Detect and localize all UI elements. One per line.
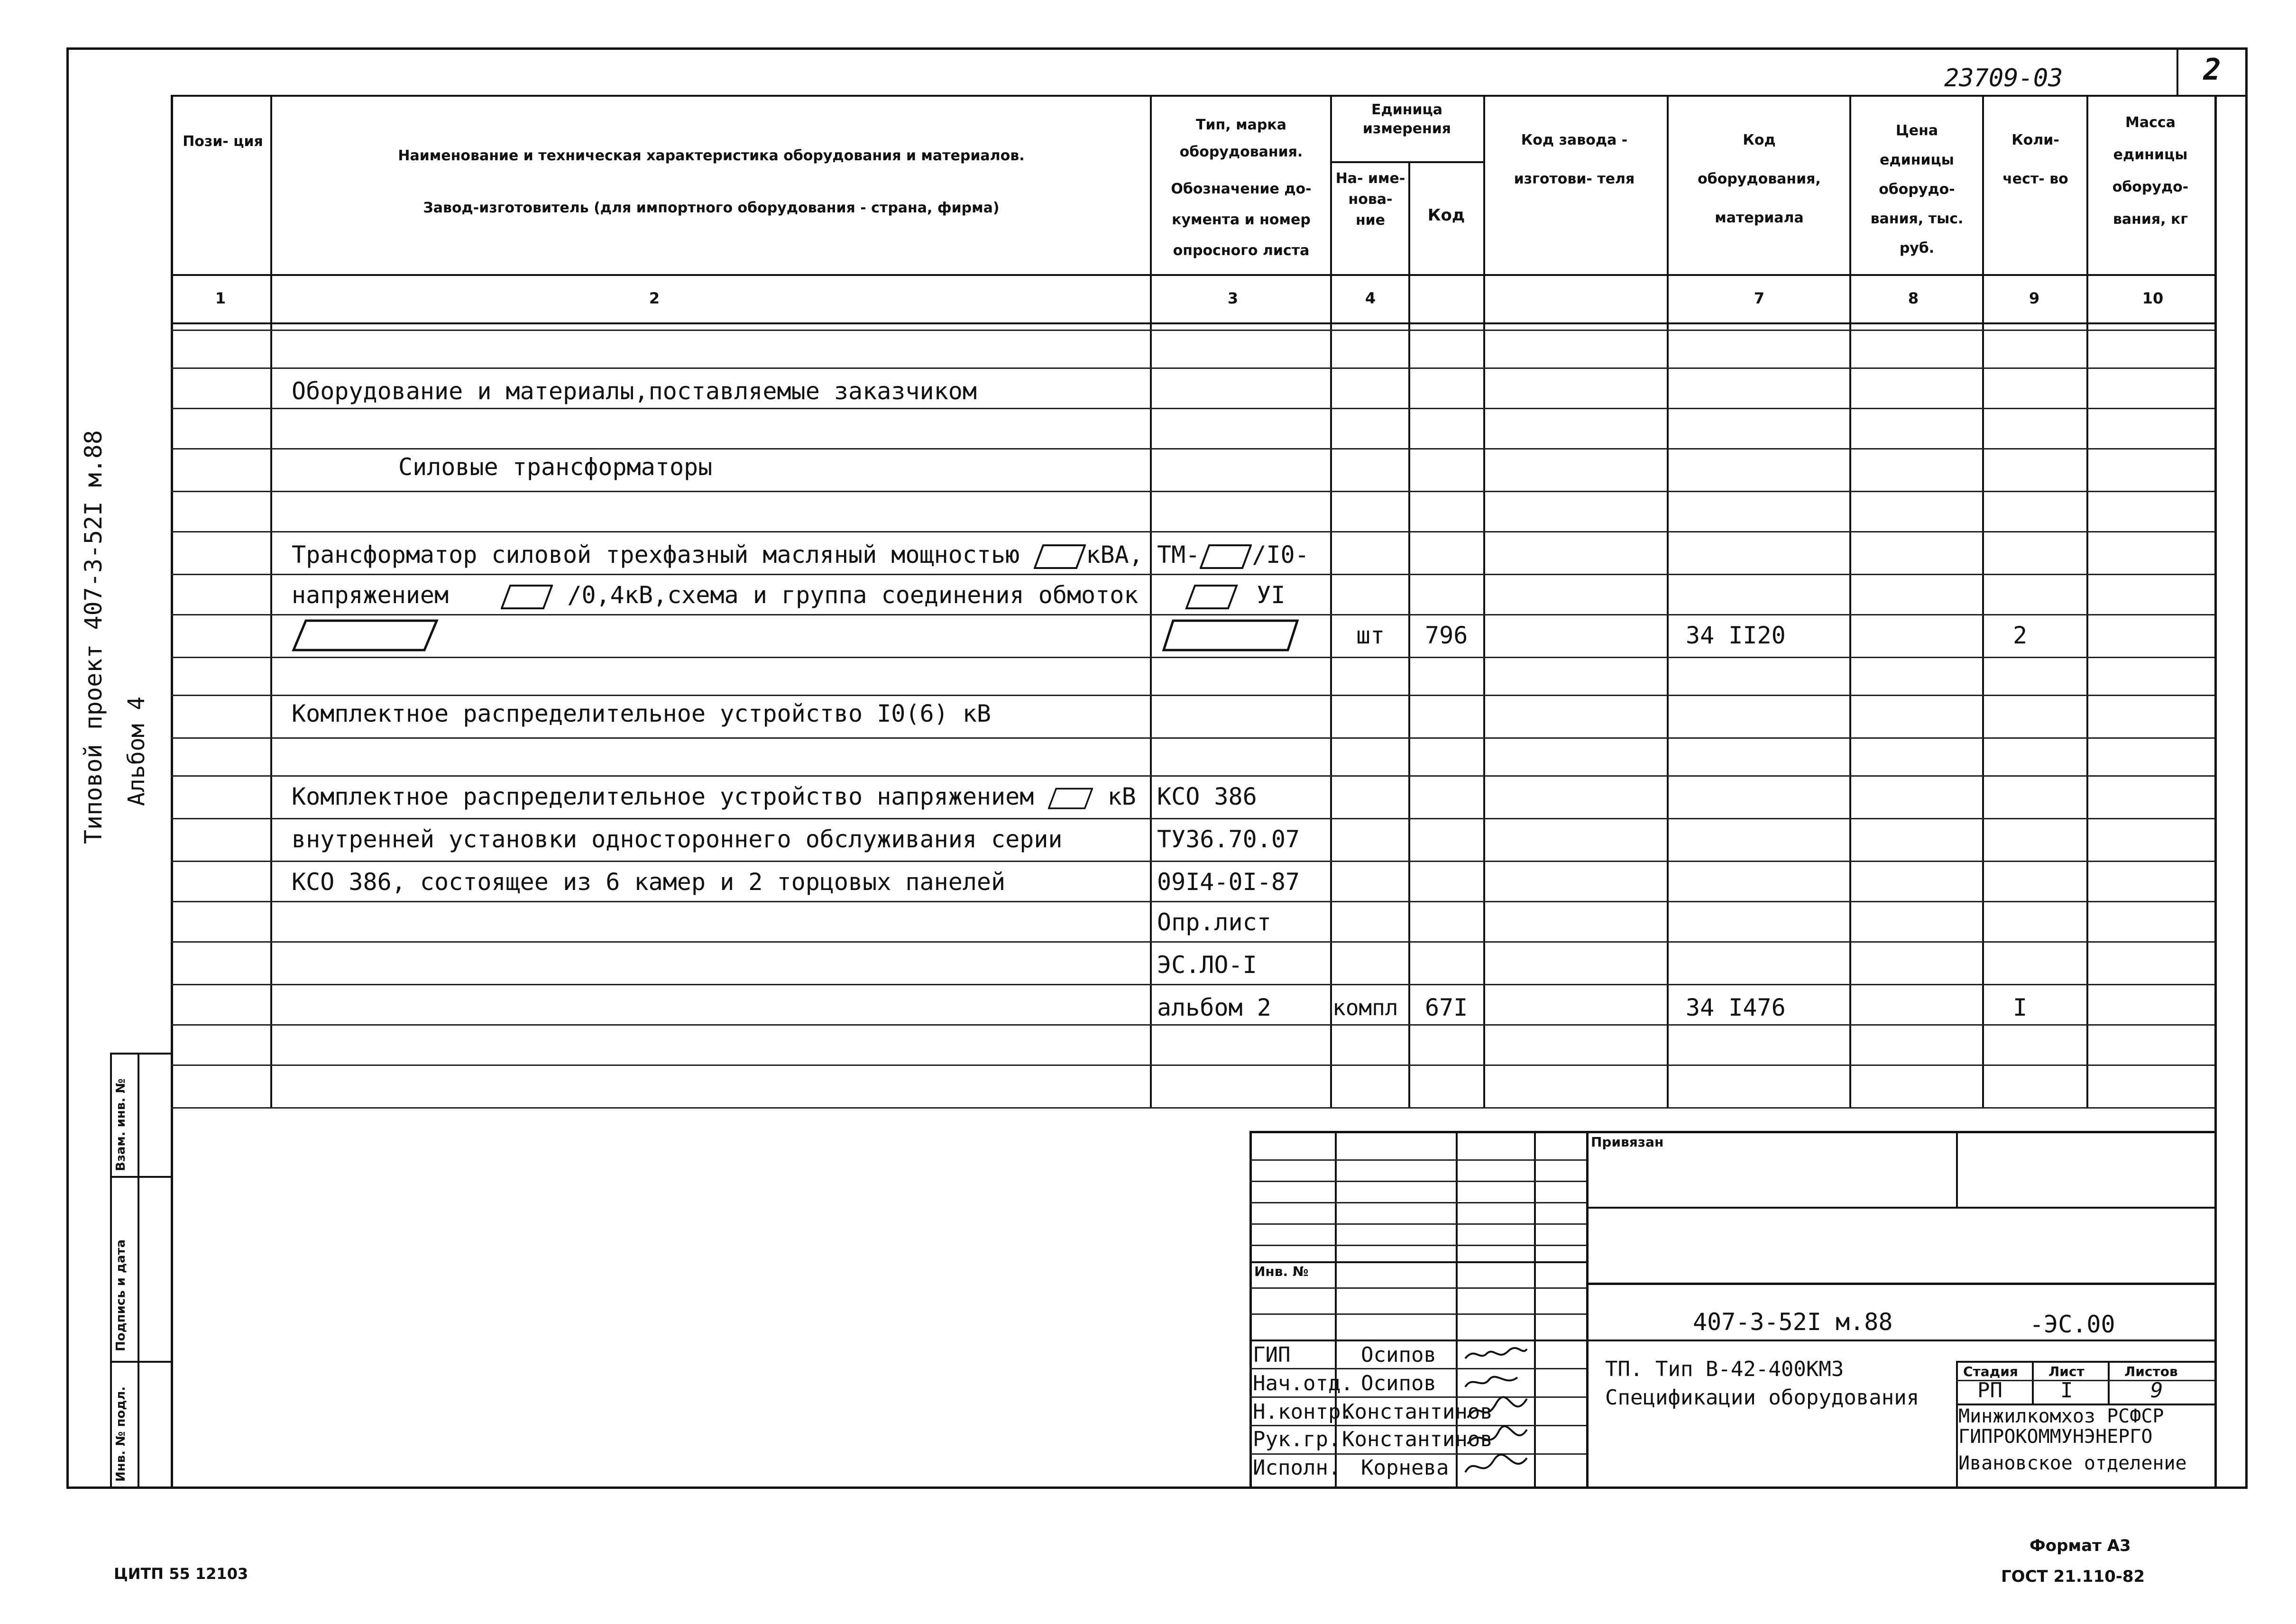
side-box-label: Инв. № подл. [114, 1386, 128, 1482]
stamp-grid [1249, 1340, 2214, 1341]
stamp-doc-suffix: -ЭС.00 [2030, 1311, 2115, 1338]
header-unit-code: Код [1427, 206, 1465, 225]
side-album: Альбом 4 [123, 696, 150, 806]
colnum-2: 2 [649, 289, 660, 307]
stamp-line [2108, 1361, 2110, 1404]
blank-field-icon [501, 584, 553, 610]
colnum-1: 1 [215, 289, 226, 307]
unit-group-divider [1330, 161, 1483, 163]
row-section-title: Оборудование и материалы,поставляемые заказчиком [292, 377, 977, 405]
stamp-sheet: I [2060, 1378, 2073, 1403]
stamp-name-rukgr: Константинов [1342, 1427, 1493, 1451]
stamp-inv-no: Инв. № [1254, 1264, 1309, 1279]
table-row-line [171, 901, 2214, 902]
side-box-line [110, 1053, 112, 1489]
header-unit-group: Единица измерения [1362, 101, 1451, 137]
blank-field-icon [292, 619, 439, 652]
row-kru-type-l2: ТУ36.70.07 [1157, 826, 1300, 853]
row-kru-l3: КСО 386, состоящее из 6 камер и 2 торцовых панелей [292, 868, 1006, 896]
col-divider [1408, 161, 1410, 1107]
col-divider [270, 95, 272, 1107]
header-price: Цена единицы оборудо- вания, тыс. руб. [1870, 122, 1964, 257]
table-row-line [171, 408, 2214, 409]
row-kru-type-l3: 09I4-0I-87 [1157, 868, 1300, 896]
row-kru-type-l1: КСО 386 [1157, 783, 1257, 810]
header-equip-code: Код оборудования, материала [1698, 132, 1821, 226]
side-box-line [110, 1053, 171, 1055]
header-type-l5: опросного листа [1173, 242, 1310, 259]
stamp-line [1586, 1283, 2214, 1285]
colnum-10: 10 [2142, 289, 2164, 307]
row-subsection-title: Силовые трансформаторы [398, 453, 713, 481]
table-row-line [171, 775, 2214, 777]
stamp-name-nach: Осипов [1361, 1371, 1436, 1395]
sheet-number-box-line [2177, 47, 2178, 95]
table-row-line [171, 695, 2214, 696]
header-name-line2: Завод-изготовитель (для импортного оборудования - страна, фирма) [423, 200, 1000, 216]
blank-field-icon [1048, 785, 1093, 812]
sheet-number: 2 [2203, 52, 2221, 87]
stamp-role-rukgr: Рук.гр. [1253, 1427, 1341, 1451]
header-type-l1: Тип, марка [1196, 117, 1286, 133]
stamp-sheets: 9 [2150, 1378, 2163, 1403]
stamp-role-gip: ГИП [1253, 1343, 1291, 1367]
header-qty: Коли- чест- во [2002, 132, 2068, 187]
col-divider [2086, 95, 2088, 1107]
row-kru-l1: Комплектное распределительное устройство напряжением кВ [292, 782, 1136, 812]
header-type-l3: Обозначение до- [1171, 181, 1312, 197]
blank-field-icon [1181, 584, 1242, 610]
table-row-line [171, 531, 2214, 532]
signature-icon [1460, 1342, 1532, 1484]
table-row-line [171, 941, 2214, 943]
stamp-sheets-label: Листов [2124, 1364, 2178, 1379]
table-row-line [171, 1024, 2214, 1026]
stamp-line [2032, 1361, 2034, 1404]
colnum-3: 3 [1227, 289, 1239, 307]
table-row-line [171, 1107, 2214, 1109]
stamp-title-l2: Спецификации оборудования [1605, 1385, 1919, 1410]
blank-field-icon [1162, 619, 1299, 652]
col-divider [1330, 95, 1332, 1107]
col-divider [1982, 95, 1984, 1107]
header-bottom-line [171, 274, 2214, 276]
table-row-line [171, 1064, 2214, 1066]
stamp-role-nach: Нач.отд. [1253, 1371, 1353, 1395]
row-transformer-qty: 2 [2013, 622, 2028, 649]
frame-right-inner [2214, 95, 2217, 1489]
row-kru-title: Комплектное распределительное устройство I0(6) кВ [292, 700, 992, 727]
stamp-title-l1: ТП. Тип В-42-400КМ3 [1605, 1357, 1844, 1381]
table-row-line [171, 614, 2214, 615]
stamp-stage: РП [1977, 1378, 2002, 1403]
stamp-doc-code: 407-3-52I м.88 [1693, 1308, 1893, 1336]
row-kru-equip-code: 34 I476 [1686, 994, 1786, 1021]
stamp-org-l2: ГИПРОКОММУНЭНЕРГО [1958, 1426, 2153, 1448]
row-kru-l2: внутренней установки одностороннего обслуживания серии [292, 826, 1063, 853]
header-factory-code: Код завода - изготови- теля [1514, 132, 1635, 187]
stamp-line [1534, 1131, 1536, 1489]
blank-field-icon [1200, 543, 1252, 570]
row-transformer-l2: напряжением /0,4кВ,схема и группа соединения обмоток [292, 581, 1138, 610]
table-row-line [171, 818, 2214, 819]
col-divider [1849, 95, 1851, 1107]
stamp-grid [1249, 1181, 1586, 1182]
header-unit-name: На- име- нова- ние [1335, 170, 1405, 229]
colnum-4: 4 [1365, 289, 1376, 307]
table-row-line [171, 448, 2214, 450]
row-transformer-code: 796 [1425, 622, 1468, 649]
stamp-grid [1249, 1159, 1586, 1161]
header-type-l2: оборудования. [1179, 144, 1303, 160]
table-top-line [171, 95, 2214, 97]
row-kru-qty: I [2013, 994, 2028, 1021]
blank-field-icon [1034, 543, 1086, 570]
stamp-grid [1249, 1313, 1586, 1315]
colnum-9: 9 [2029, 289, 2040, 307]
stamp-left [1249, 1131, 1252, 1489]
stamp-line [1956, 1131, 1958, 1207]
frame-left-inner [171, 95, 173, 1489]
stamp-sheet-label: Лист [2048, 1364, 2085, 1379]
row-kru-unit: компл [1332, 995, 1398, 1020]
stamp-stage-label: Стадия [1963, 1364, 2018, 1379]
table-row-line [171, 984, 2214, 985]
doc-number-top: 23709-03 [1944, 64, 2063, 92]
colnum-8: 8 [1908, 289, 1919, 307]
header-mass: Масса единицы оборудо- вания, кг [2112, 114, 2189, 228]
header-type-l4: кумента и номер [1172, 211, 1311, 228]
col-divider [1483, 95, 1485, 1107]
stamp-grid [1249, 1287, 1586, 1289]
stamp-grid [1249, 1245, 1586, 1246]
side-box-line [110, 1176, 171, 1178]
row-transformer-equip-code: 34 II20 [1686, 622, 1786, 649]
gost-label: ГОСТ 21.110-82 [2001, 1567, 2145, 1586]
table-row-line [171, 491, 2214, 492]
row-transformer-type-l1: ТМ- /I0- [1157, 541, 1309, 570]
stamp-grid [1249, 1223, 1586, 1225]
row-transformer-unit: шт [1356, 622, 1385, 649]
side-box-line [138, 1053, 139, 1489]
row-transformer-type-l2: УI [1181, 581, 1285, 610]
header-position: Пози- ция [183, 133, 263, 150]
header-name-line1: Наименование и техническая характеристика оборудования и материалов. [398, 147, 1025, 164]
row-kru-code: 67I [1425, 994, 1468, 1021]
side-project: Типовой проект 407-3-52I м.88 [80, 430, 107, 844]
stamp-grid [1249, 1202, 1586, 1203]
side-box-line [110, 1361, 171, 1363]
row-kru-type-l4: Опр.лист [1157, 908, 1271, 936]
stamp-org-l1: Минжилкомхоз РСФСР [1958, 1405, 2164, 1427]
citp-label: ЦИТП 55 12103 [114, 1565, 248, 1583]
side-box-label: Подпись и дата [114, 1239, 128, 1351]
table-row-line [171, 330, 2214, 331]
stamp-name-gip: Осипов [1361, 1343, 1436, 1367]
stamp-role-ispoln: Исполн. [1253, 1456, 1341, 1480]
table-row-line [171, 574, 2214, 575]
table-row-line [171, 861, 2214, 862]
row-transformer-l1: Трансформатор силовой трехфазный масляный мощностью кВА, [292, 541, 1143, 570]
stamp-grid [1249, 1261, 1586, 1263]
stamp-line [1586, 1131, 1589, 1489]
stamp-role-nkontr: Н.контр. [1253, 1400, 1353, 1424]
col-divider [1150, 95, 1152, 1107]
col-divider [1667, 95, 1669, 1107]
colnum-7: 7 [1754, 289, 1765, 307]
table-row-line [171, 737, 2214, 739]
stamp-line [1956, 1361, 2214, 1363]
table-row-line [171, 367, 2214, 369]
row-kru-type-l5: ЭС.ЛО-I [1157, 951, 1257, 979]
stamp-name-nkontr: Константинов [1342, 1400, 1493, 1424]
stamp-org-l3: Ивановское отделение [1958, 1452, 2187, 1474]
stamp-top [1249, 1131, 2214, 1133]
stamp-line [1586, 1207, 2214, 1209]
row-kru-type-l6: альбом 2 [1157, 994, 1271, 1021]
stamp-privyazan: Привязан [1591, 1134, 1664, 1150]
side-box-label: Взам. инв. № [114, 1078, 128, 1171]
stamp-name-ispoln: Корнева [1361, 1456, 1449, 1480]
table-row-line [171, 657, 2214, 658]
format-label: Формат А3 [2030, 1536, 2131, 1555]
colnum-bottom-line [171, 322, 2214, 324]
